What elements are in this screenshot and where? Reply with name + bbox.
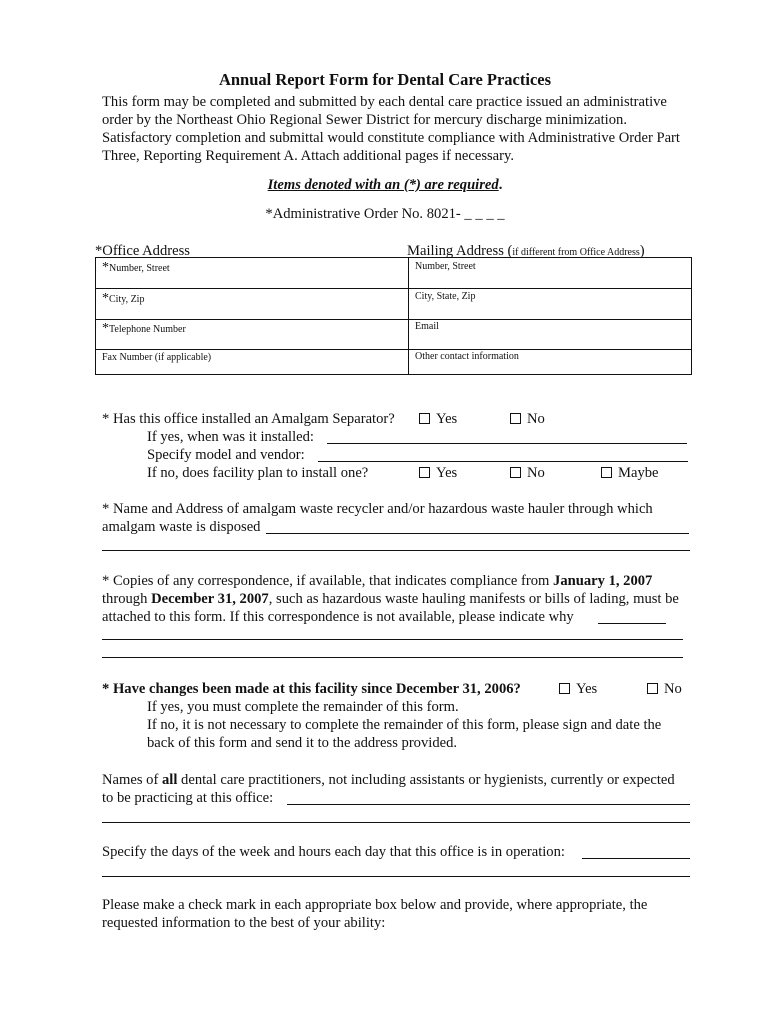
practitioners-input-2[interactable] [102,822,690,823]
changes-if-yes: If yes, you must complete the remainder of this form. [147,699,459,715]
days-label: Specify the days of the week and hours each day that this office is in operation: [102,844,565,860]
when-installed-label: If yes, when was it installed: [147,429,314,445]
practitioners-line-1: Names of all dental care practitioners, not including assistants or hygienists, currently or expected [102,772,675,788]
office-city-zip-field[interactable]: *City, Zip [102,291,145,306]
plan-yes-checkbox[interactable] [419,467,430,478]
changes-yes-option[interactable]: Yes [559,680,597,698]
changes-yes-checkbox[interactable] [559,683,570,694]
checkmark-line-2: requested information to the best of your ability: [102,915,386,931]
plan-yes-option[interactable]: Yes [419,464,457,482]
when-installed-input[interactable] [327,443,687,444]
form-title: Annual Report Form for Dental Care Practices [218,70,552,89]
recycler-input-2[interactable] [102,550,690,551]
correspondence-input-3[interactable] [102,657,683,658]
amalgam-no-option[interactable]: No [510,410,545,428]
intro-line-4: Three, Reporting Requirement A. Attach additional pages if necessary. [102,148,515,164]
practitioners-line-2: to be practicing at this office: [102,790,274,806]
mailing-email-field[interactable]: Email [415,321,439,332]
recycler-line-2: amalgam waste is disposed [102,519,261,535]
plan-no-option[interactable]: No [510,464,545,482]
mailing-number-street-field[interactable]: Number, Street [415,261,476,272]
plan-install-label: If no, does facility plan to install one? [147,465,369,481]
office-number-street-field[interactable]: *Number, Street [102,260,170,275]
changes-if-no-2: back of this form and send it to the address provided. [147,735,458,751]
amalgam-no-checkbox[interactable] [510,413,521,424]
intro-line-3: Satisfactory completion and submittal would constitute compliance with Administrative Order Part [102,130,680,146]
amalgam-yes-checkbox[interactable] [419,413,430,424]
correspondence-line-2: through December 31, 2007, such as hazardous waste hauling manifests or bills of lading, must be [102,591,679,607]
required-note: Items denoted with an (*) are required. [267,177,503,193]
admin-order-field[interactable]: *Administrative Order No. 8021- _ _ _ _ [265,206,505,222]
correspondence-why-input[interactable] [598,623,666,624]
intro-line-2: order by the Northeast Ohio Regional Sewer District for mercury discharge minimization. [102,112,627,128]
plan-maybe-option[interactable]: Maybe [601,464,659,482]
office-fax-field[interactable]: Fax Number (if applicable) [102,352,212,363]
mailing-address-heading: Mailing Address (if different from Office Address) [407,243,645,259]
plan-no-checkbox[interactable] [510,467,521,478]
checkmark-line-1: Please make a check mark in each appropriate box below and provide, where appropriate, the [102,897,648,913]
changes-if-no-1: If no, it is not necessary to complete the remainder of this form, please sign and date the [147,717,662,733]
address-table [95,257,692,375]
days-input-2[interactable] [102,876,690,877]
model-vendor-input[interactable] [318,461,688,462]
changes-no-option[interactable]: No [647,680,682,698]
mailing-city-state-zip-field[interactable]: City, State, Zip [415,291,476,302]
mailing-other-contact-field[interactable]: Other contact information [415,351,519,362]
changes-no-checkbox[interactable] [647,683,658,694]
model-vendor-label: Specify model and vendor: [147,447,305,463]
changes-question: * Have changes been made at this facility since December 31, 2006? [102,681,521,697]
amalgam-yes-option[interactable]: Yes [419,410,457,428]
correspondence-line-3: attached to this form. If this correspondence is not available, please indicate why [102,609,574,625]
correspondence-line-1: * Copies of any correspondence, if available, that indicates compliance from January 1, 2007 [102,573,653,589]
practitioners-input[interactable] [287,804,690,805]
recycler-input[interactable] [266,533,689,534]
intro-line-1: This form may be completed and submitted by each dental care practice issued an administrative [102,94,667,110]
office-telephone-field[interactable]: *Telephone Number [102,321,186,336]
amalgam-question: * Has this office installed an Amalgam Separator? [102,411,395,427]
plan-maybe-checkbox[interactable] [601,467,612,478]
correspondence-input-2[interactable] [102,639,683,640]
office-address-heading: *Office Address [95,243,190,259]
days-input[interactable] [582,858,690,859]
recycler-line-1: * Name and Address of amalgam waste recycler and/or hazardous waste hauler through which [102,501,653,517]
